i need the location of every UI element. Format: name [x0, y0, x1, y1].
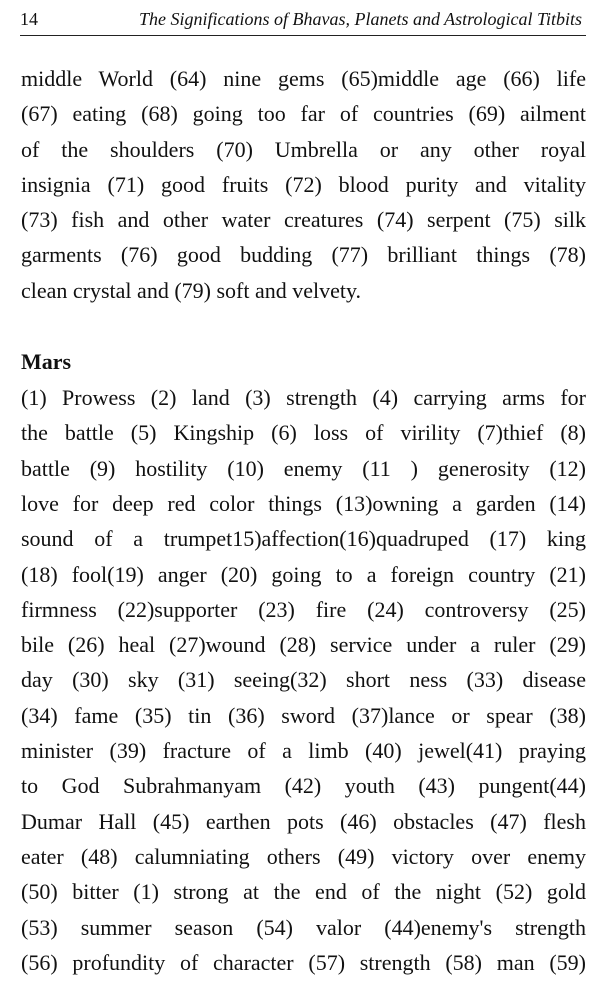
text-line: (34) fame (35) tin (36) sword (37)lance or spear (38) — [21, 702, 586, 728]
text-line: (50) bitter (1) strong at the end of the night (52) gold — [21, 879, 586, 905]
text-line: to God Subrahmanyam (42) youth (43) pungent(44) — [21, 773, 586, 799]
text-line: eater (48) calumniating others (49) victory over enemy — [21, 843, 586, 869]
text-line: (56) profundity of character (57) strength (58) man (59) — [21, 949, 586, 975]
text-line: (67) eating (68) going too far of countries (69) ailment — [21, 101, 586, 127]
text-line: insignia (71) good fruits (72) blood purity and vitality — [21, 171, 586, 197]
running-head — [20, 6, 586, 36]
running-title: The Significations of Bhavas, Planets and Astrological Titbits — [138, 9, 582, 29]
paragraph-mars — [21, 380, 586, 980]
text-line: Dumar Hall (45) earthen pots (46) obstacles (47) flesh — [21, 808, 586, 834]
text-line: (53) summer season (54) valor (44)enemy's strength — [21, 914, 586, 940]
text-line: day (30) sky (31) seeing(32) short ness (33) disease — [21, 667, 586, 693]
section-heading-mars: Mars — [21, 349, 72, 375]
text-line: battle (9) hostility (10) enemy (11 ) generosity (12) — [21, 455, 586, 481]
page-number: 14 — [20, 9, 38, 29]
text-line: clean crystal and (79) soft and velvety. — [21, 277, 362, 303]
paragraph-continued — [21, 61, 586, 308]
text-line: love for deep red color things (13)owning a garden (14) — [21, 490, 586, 516]
text-line: (18) fool(19) anger (20) going to a foreign country (21) — [21, 561, 586, 587]
text-line: bile (26) heal (27)wound (28) service under a ruler (29) — [21, 632, 586, 658]
page-body — [21, 61, 586, 980]
text-line: firmness (22)supporter (23) fire (24) controversy (25) — [21, 596, 586, 622]
text-line: middle World (64) nine gems (65)middle age (66) life — [21, 66, 586, 91]
text-line: (73) fish and other water creatures (74) serpent (75) silk — [21, 207, 586, 233]
text-line: of the shoulders (70) Umbrella or any other royal — [21, 136, 586, 162]
text-line: minister (39) fracture of a limb (40) jewel(41) praying — [21, 738, 586, 764]
text-line: garments (76) good budding (77) brilliant things (78) — [21, 242, 586, 268]
text-line: the battle (5) Kingship (6) loss of virility (7)thief (8) — [21, 420, 586, 446]
text-line: (1) Prowess (2) land (3) strength (4) carrying arms for — [21, 385, 586, 411]
text-line: sound of a trumpet15)affection(16)quadruped (17) king — [21, 526, 586, 552]
